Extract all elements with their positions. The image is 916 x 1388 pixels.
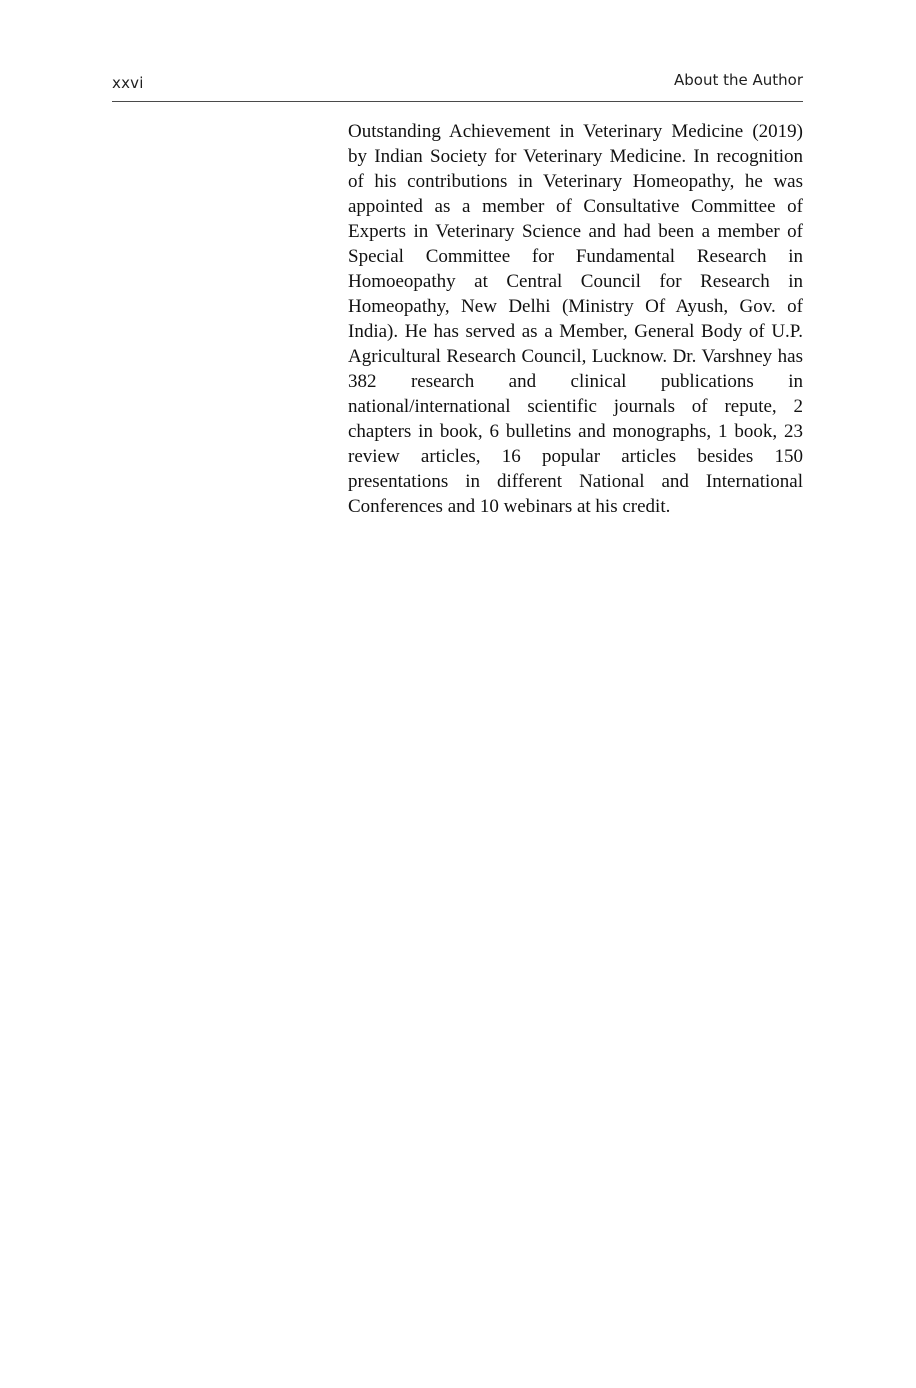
running-title: About the Author [673,71,803,89]
page-number: xxvi [112,74,144,92]
page-header [112,70,803,102]
body-paragraph: Outstanding Achievement in Veterinary Medicine (2019) by Indian Society for Veterinary Medicine. In recognition of his contributions in Veterinary Homeopathy, he was appointed as a member of Consultative Committee of Experts in Veterinary Science and had been a member of Special Committee for Fundamental Research in Homoeopathy at Central Council for Research in Homeopathy, New Delhi (Ministry Of Ayush, Gov. of India). He has served as a Member, General Body of U.P. Agricultural Research Council, Lucknow. Dr. Varshney has 382 research and clinical publications in national/international scientific journals of repute, 2 chapters in book, 6 bulletins and monographs, 1 book, 23 review articles, 16 popular articles besides 150 presentations in different National and International Conferences and 10 webinars at his credit. [348,121,803,517]
